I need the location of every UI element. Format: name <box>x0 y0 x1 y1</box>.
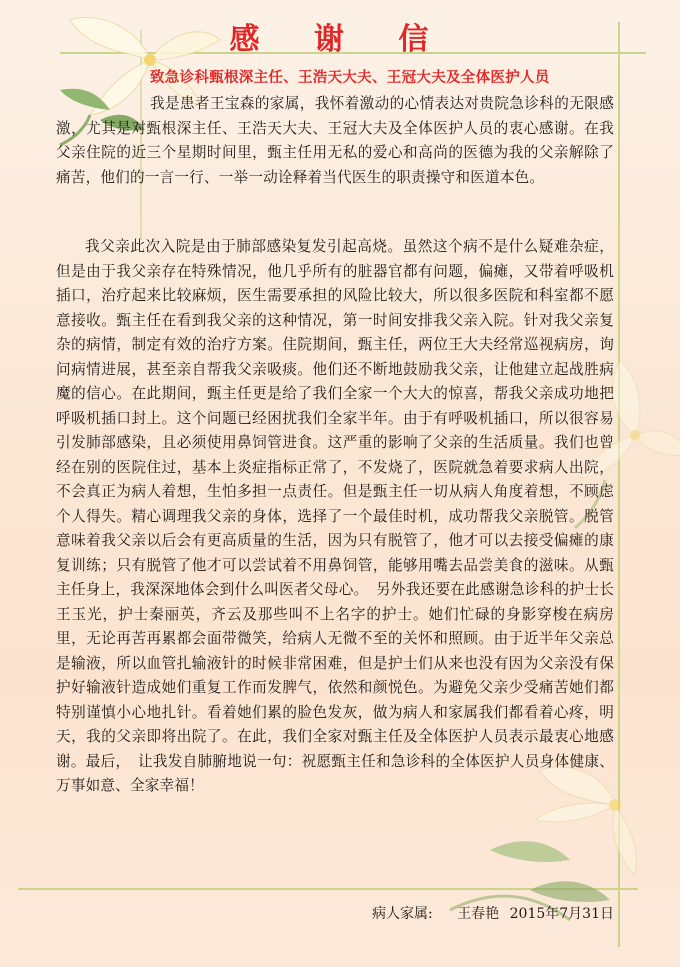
letter-greeting: 致急诊科甄根深主任、王浩天大夫、王冠大夫及全体医护人员 <box>150 69 550 86</box>
letter-signature <box>372 903 632 923</box>
signature-date: 2015年7月31日 <box>509 906 614 922</box>
letter-paragraph-2: 我父亲此次入院是由于肺部感染复发引起高烧。虽然这个病不是什么疑难杂症，但是由于我父亲存在特殊情况，他几乎所有的脏器官都有问题，偏瘫，又带着呼吸机插口，治疗起来比较麻烦，医生需要承担的风险比较大，所以很多医院和科室都不愿意接收。甄主任在看到我父亲的这种情况，第一时间安排我父亲入院。针对我父亲复杂的病情，制定有效的治疗方案。住院期间，甄主任，两位王大夫经常巡视病房，询问病情进展，甚至亲自帮我父亲吸痰。他们还不断地鼓励我父亲，让他建立起战胜病魔的信心。在此期间，甄主任更是给了我们全家一个大大的惊喜，帮我父亲成功地把呼吸机插口封上。这个问题已经困扰我们全家半年。由于有呼吸机插口，所以很容易引发肺部感染，且必须使用鼻饲管进食。这严重的影响了父亲的生活质量。我们也曾经在别的医院住过，基本上炎症指标正常了，不发烧了，医院就急着要求病人出院，不会真正为病人着想，生怕多担一点责任。但是甄主任一切从病人角度着想，不顾虑个人得失。精心调理我父亲的身体，选择了一个最佳时机，成功帮我父亲脱管。脱管意味着我父亲以后会有更高质量的生活，因为只有脱管了，他才可以去接受偏瘫的康复训练；只有脱管了他才可以尝试着不用鼻饲管，能够用嘴去品尝美食的滋味。从甄主任身上，我深深地体会到什么叫医者父母心。 另外我还要在此感谢急诊科的护士长王玉光，护士秦丽英，齐云及那些叫不上名字的护士。她们忙碌的身影穿梭在病房里，无论再苦再累都会面带微笑，给病人无微不至的关怀和照顾。由于近半年父亲总是输液，所以血管扎输液针的时候非常困难，但是护士们从来也没有因为父亲没有保护好输液针造成她们重复工作而发脾气，依然和颜悦色。为避免父亲少受痛苦她们都特别谨慎小心地扎针。看着她们累的脸色发灰，做为病人和家属我们都看着心疼，明天，我的父亲即将出院了。在此，我们全家对甄主任及全体医护人员表示最衷心地感谢。最后， 让我发自肺腑地说一句：祝愿甄主任和急诊科的全体医护人员身体健康、万事如意、全家幸福！ <box>56 238 614 794</box>
signature-label: 病人家属: <box>372 906 433 922</box>
letter-paragraph-1: 我是患者王宝森的家属，我怀着激动的心情表达对贵院急诊科的无限感激，尤其是对甄根深主任、王浩天大夫、王冠大夫及全体医护人员的衷心感谢。在我父亲住院的近三个星期时间里，甄主任用无私的爱心和高尚的医德为我的父亲解除了痛苦，他们的一言一行、一举一动诠释着当代医生的职责操守和医道本色。 <box>56 95 614 186</box>
letter-title: 感 谢 信 <box>229 22 451 57</box>
signature-name: 王春艳 <box>457 906 500 922</box>
